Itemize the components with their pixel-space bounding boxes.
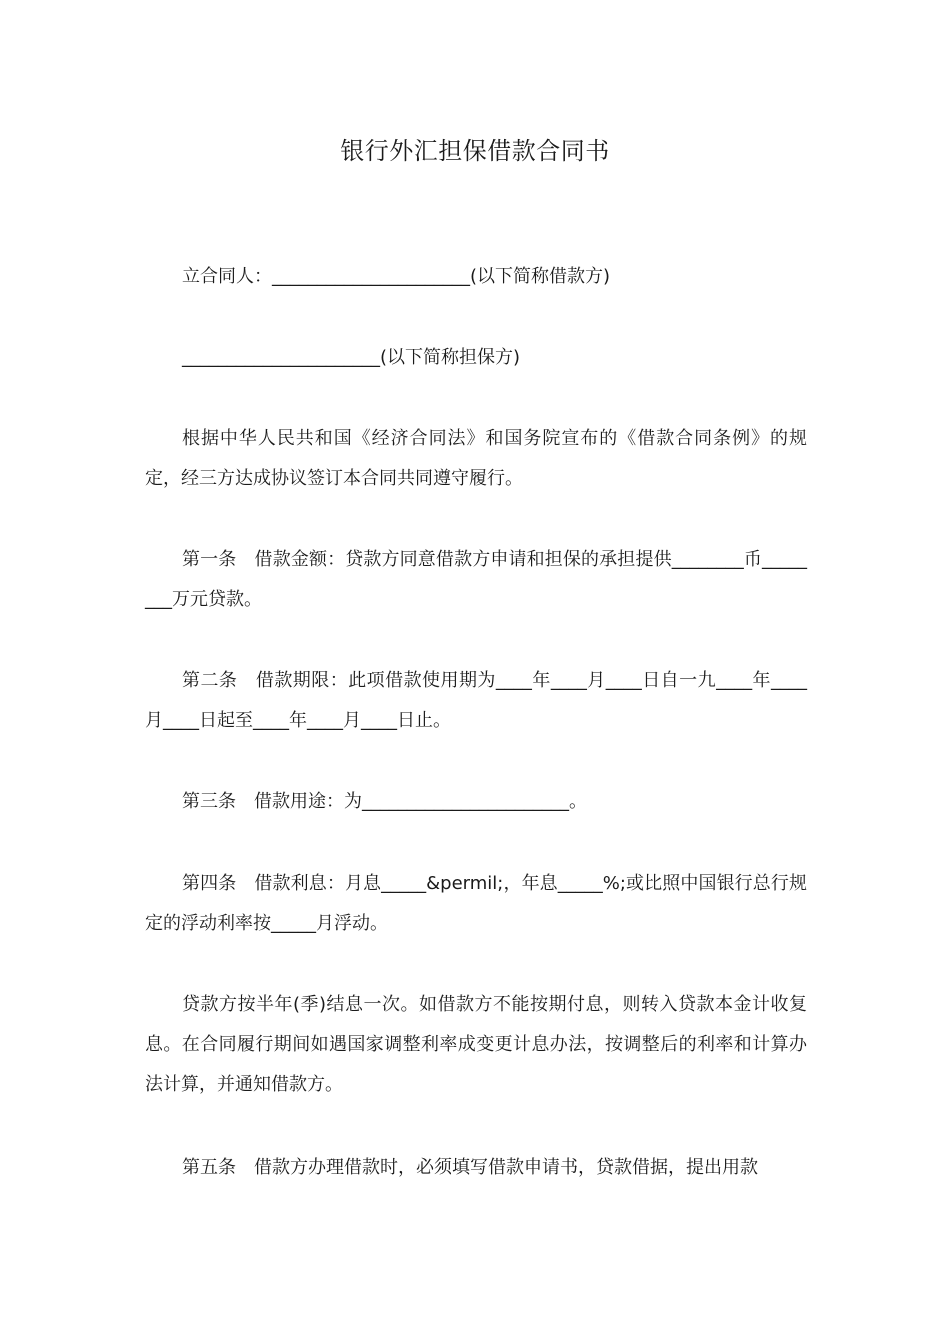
paragraph-interest-settlement: 贷款方按半年(季)结息一次。如借款方不能按期付息，则转入贷款本金计收复息。在合同履行期间如遇国家调整利率成变更计息办法，按调整后的利率和计算办法计算，并通知借款方。 — [145, 994, 807, 1095]
paragraph-preamble: 根据中华人民共和国《经济合同法》和国务院宣布的《借款合同条例》的规定，经三方达成协议签订本合同共同遵守履行。 — [145, 428, 807, 489]
paragraph-article-1: 第一条 借款金额：贷款方同意借款方申请和担保的承担提供________币________万元贷款。 — [145, 549, 807, 610]
paragraph-parties-guarantor: ______________________(以下简称担保方) — [182, 347, 521, 368]
document-title: 银行外汇担保借款合同书 — [340, 137, 610, 165]
paragraph-article-4: 第四条 借款利息：月息_____&permil;，年息_____%;或比照中国银行总行规定的浮动利率按_____月浮动。 — [145, 873, 807, 934]
paragraph-article-3: 第三条 借款用途：为_______________________。 — [182, 791, 587, 812]
paragraph-article-5: 第五条 借款方办理借款时，必须填写借款申请书，贷款借据，提出用款 — [182, 1157, 758, 1178]
paragraph-parties-borrower: 立合同人：______________________(以下简称借款方) — [182, 266, 611, 287]
paragraph-article-2: 第二条 借款期限：此项借款使用期为____年____月____日自一九____年____月____日起至____年____月____日止。 — [145, 670, 807, 731]
